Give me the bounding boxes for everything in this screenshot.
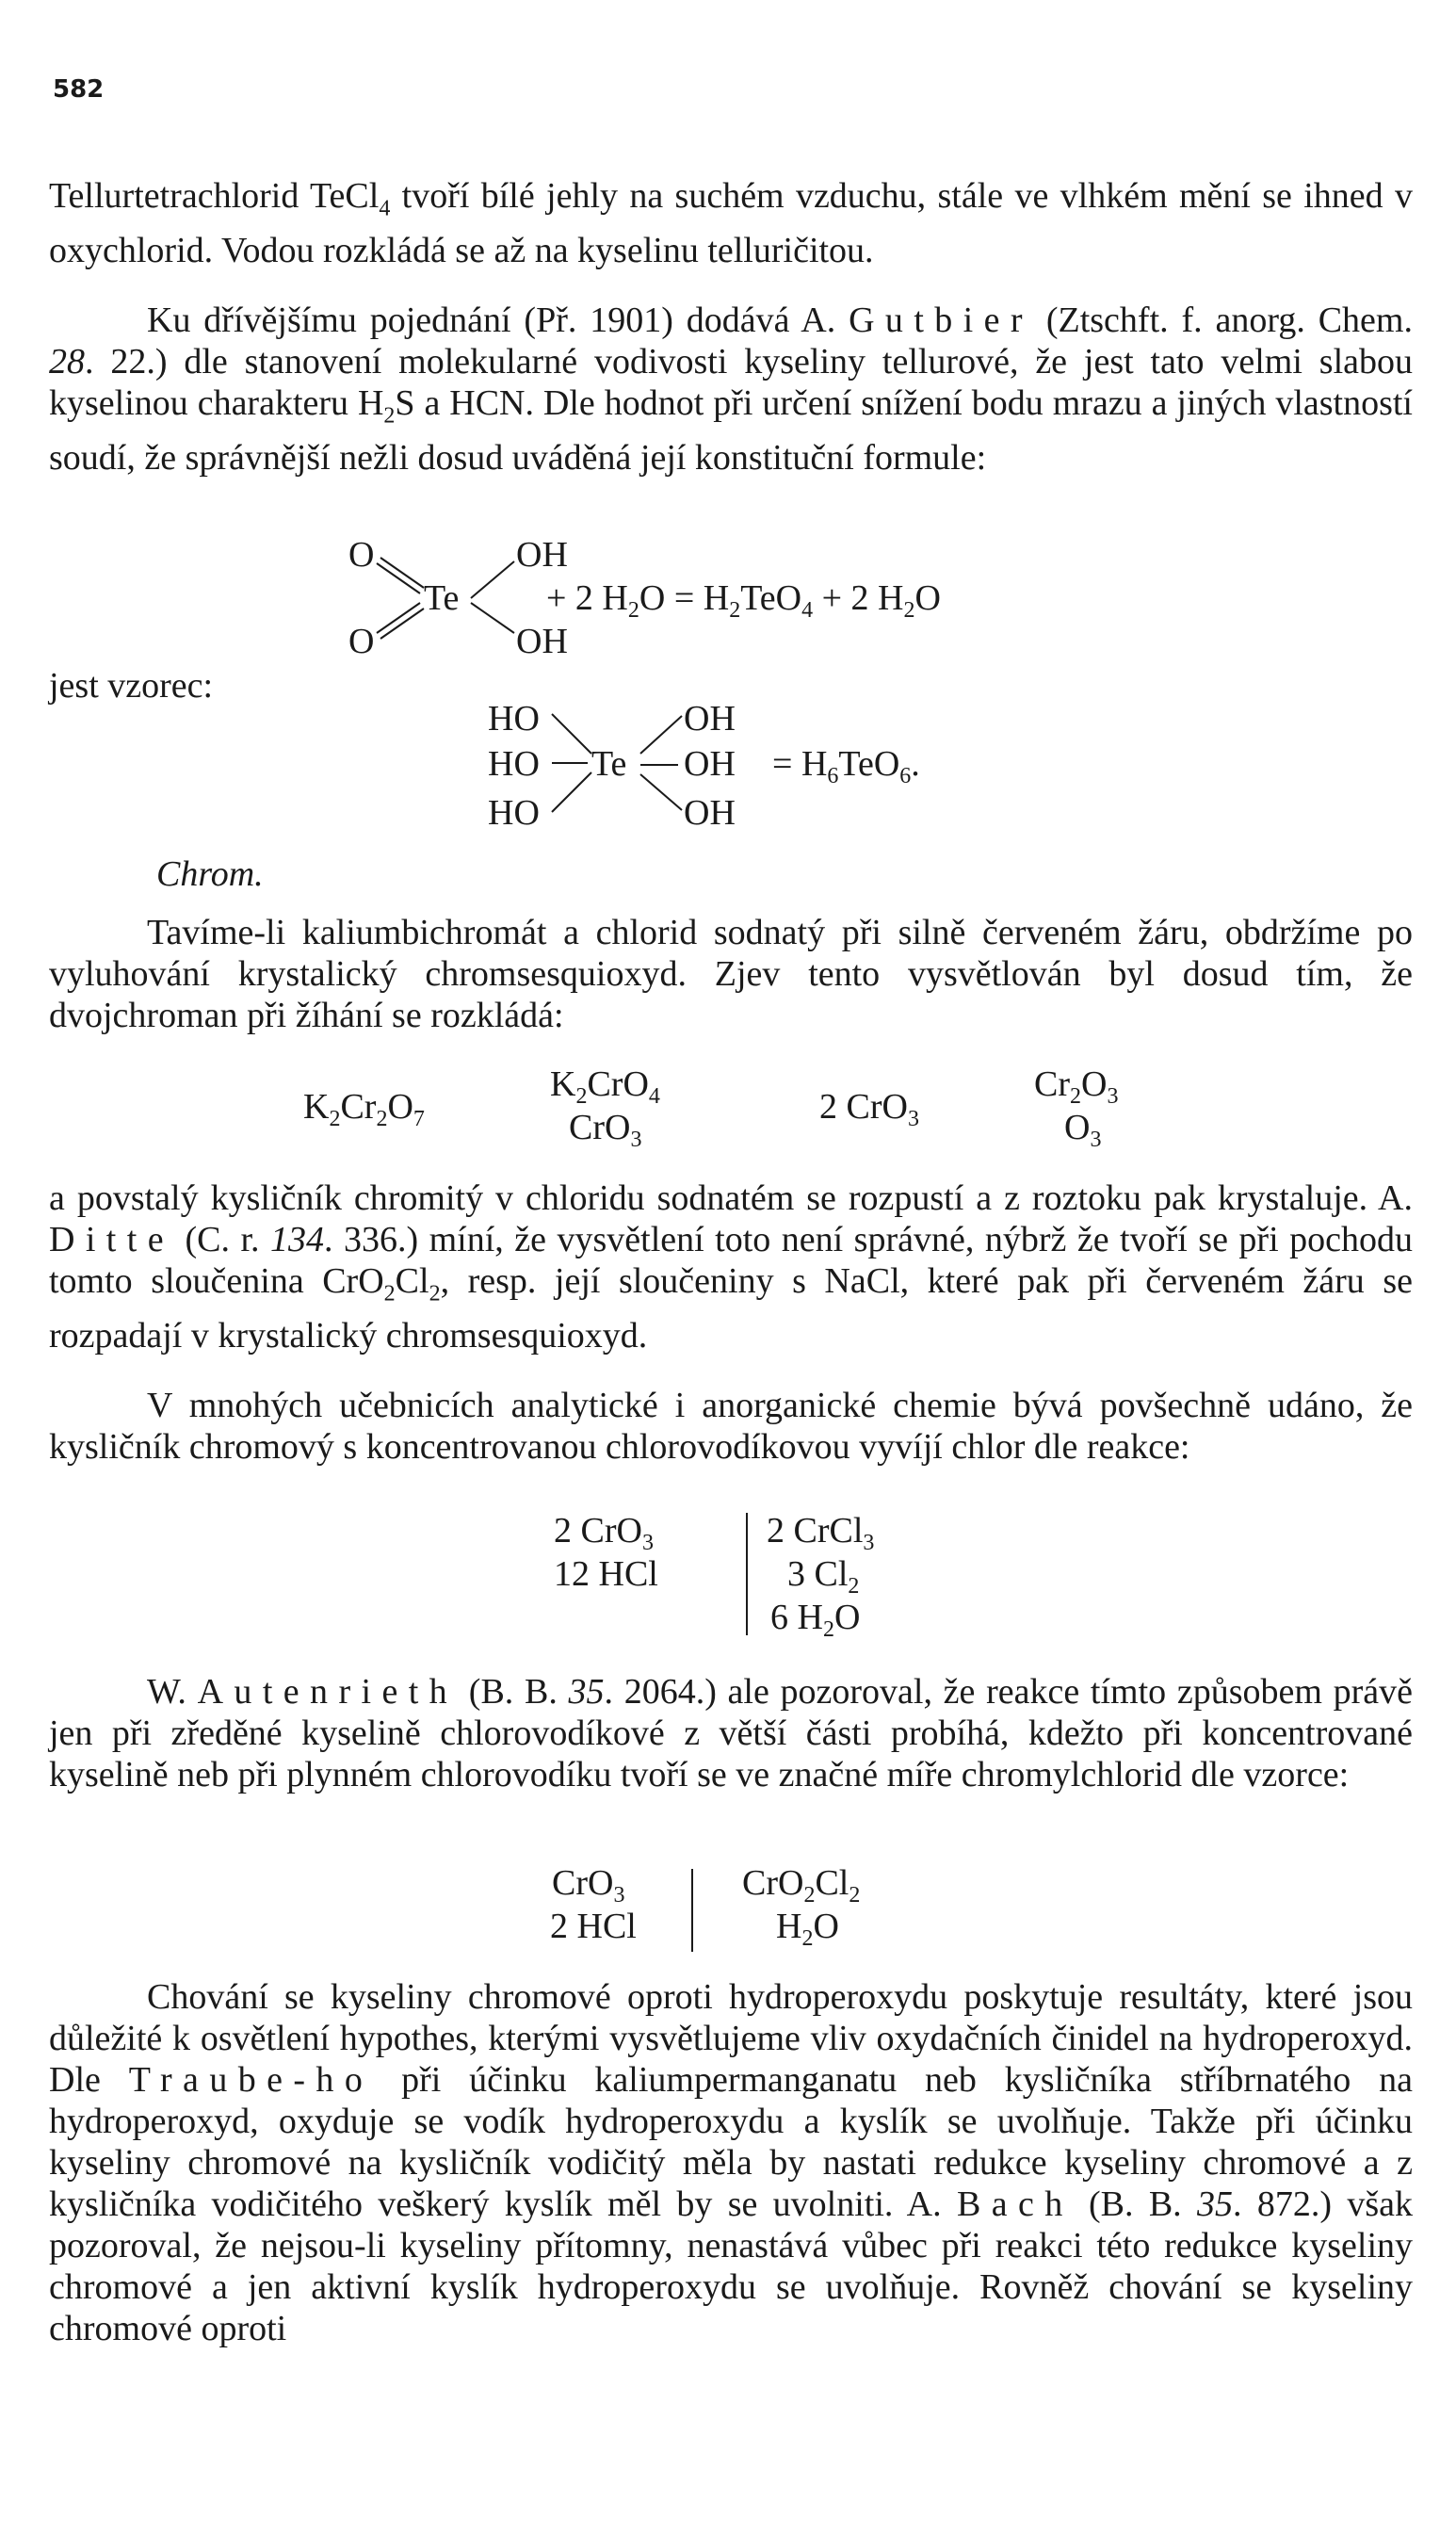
formula3-cr2o3: $Cr_2O_3$	[1034, 1064, 1119, 1109]
page-number: 582	[53, 75, 105, 104]
formula4-right-2: 3 $Cl_2$	[787, 1554, 860, 1599]
paragraph-hydroperoxyd: Chování se kyseliny chromové oproti hydroperoxydu poskytuje resultáty, které jsou důležité k osvětlení hypothes, kterými vysvětlujeme vliv oxydačních činidel na hydroperoxyd. Dle Traube-ho při účinku kaliumpermanganatu neb kysličníka stříbrnatého na hydroperoxyd, oxyduje se vodík hydroperoxydu a kyslík se uvolňuje. Takže při účinku kyseliny chromové na kysličník vodičitý měla by nastati redukce kyseliny chromové a z kysličníka vodičitého veškerý kyslík měl by se uvolniti. A. Bach (B. B. 35. 872.) však pozoroval, že nejsou-li kyseliny přítomny, nenastává vůbec při reakci této redukce kyseliny chromové a jen aktivní kyslík hydroperoxydu se uvolňuje. Rovněž chování se kyseliny chromové oproti	[49, 1977, 1414, 2348]
paragraph-gutbier: Ku dřívějšímu pojednání (Př. 1901) dodává A. Gutbier (Ztschft. f. anorg. Chem. 28. 22.) dle stanovení molekularné vodivosti kyseliny tellurové, že jest tato velmi slabou kyselinou charakteru $H_2S$ a HCN. Dle hodnot při určení snížení bodu mrazu a jiných vlastností soudí, že správnější nežli dosud uváděná její konstituční formule:	[49, 300, 1413, 478]
paragraph-kaliumbichromat: Tavíme-li kaliumbichromát a chlorid sodnatý při silně červeném žáru, obdržíme po vyluhování krystalický chromsesquioxyd. Zjev tento vysvětlován byl dosud tím, že dvojchroman při žíhání se rozkládá:	[49, 913, 1413, 1035]
formula3-2cro3: 2 CrO$_3$	[819, 1087, 919, 1131]
formula5-left-2: 2 HCl	[550, 1907, 637, 1946]
formula4-left-2: 12 HCl	[554, 1554, 658, 1594]
formula3-cro3: CrO$_3$	[569, 1108, 642, 1152]
formula2-te: Te	[591, 744, 627, 784]
reaction-separator	[691, 1869, 693, 1952]
formula5-right-2: $H_2O$	[776, 1907, 839, 1951]
formula3-k2cr2o7: $K_2Cr_2O_7$	[303, 1087, 425, 1131]
jest-vzorec-label: jest vzorec:	[49, 666, 214, 706]
author-name: Ditte	[49, 1220, 174, 1259]
formula1-o-top: O	[348, 535, 375, 575]
paragraph-tellurtetrachlorid: Tellurtetrachlorid TeCl$_4$ tvoří bílé jehly na suchém vzduchu, stále ve vlhkém mění se ihned v oxychlorid. Vodou rozkládá se až na kyselinu telluričitou.	[49, 176, 1414, 270]
author-name: Gutbier	[849, 300, 1033, 340]
section-heading-chrom: Chrom.	[156, 854, 264, 894]
formula1-te: Te	[424, 578, 460, 618]
formula5-left-1: CrO$_3$	[552, 1863, 625, 1908]
formula2-oh-1: OH	[684, 699, 736, 739]
formula2-ho-2: HO	[488, 744, 540, 784]
author-name: Traube-ho	[128, 2060, 374, 2100]
formula2-ho-3: HO	[488, 793, 540, 833]
formula1-oh-top: OH	[516, 535, 568, 575]
formula2-oh-3: OH	[684, 793, 736, 833]
formula3-k2cro4: $K_2CrO_4$	[550, 1064, 660, 1109]
formula2-ho-1: HO	[488, 699, 540, 739]
formula4-right-3: 6 $H_2O$	[770, 1598, 861, 1642]
formula3-o3: $O_3$	[1064, 1108, 1102, 1152]
formula1-o-bottom: O	[348, 622, 375, 661]
paragraph-ucebnice: V mnohých učebnicích analytické i anorganické chemie bývá povšechně udáno, že kysličník chromový s koncentrovanou chlorovodíkovou vyvíjí chlor dle reakce:	[49, 1386, 1413, 1467]
paragraph-ditte: a povstalý kysličník chromitý v chloridu sodnatém se rozpustí a z roztoku pak krystaluje. A. Ditte (C. r. 134. 336.) míní, že vysvětlení toto není správné, nýbrž že tvoří se při pochodu tomto sloučenina $CrO_2Cl_2$, resp. její sloučeniny s NaCl, které pak při červeném žáru se rozpadají v krystalický chromsesquioxyd.	[49, 1178, 1413, 1356]
formula5-right-1: $CrO_2Cl_2$	[742, 1863, 861, 1908]
formula2-oh-2: OH	[684, 744, 736, 784]
formula4-right-1: 2 CrCl$_3$	[767, 1511, 875, 1555]
formula4-left-1: 2 CrO$_3$	[554, 1511, 654, 1555]
formula1-oh-bottom: OH	[516, 622, 568, 661]
author-name: Autenrieth	[197, 1672, 459, 1712]
paragraph-autenrieth: W. Autenrieth (B. B. 35. 2064.) ale pozoroval, že reakce tímto způsobem právě jen při zředěné kyselině chlorovodíkové z větší části probíhá, kdežto při koncentrované kyselině neb při plynném chlorovodíku tvoří se ve značné míře chromylchlorid dle vzorce:	[49, 1672, 1413, 1794]
author-name: Bach	[956, 2184, 1074, 2224]
formula1-equation: + 2 $H_2O = H_2TeO_4 + 2$ $H_2O$	[546, 578, 941, 623]
reaction-separator	[746, 1513, 748, 1635]
formula2-result: = $H_6TeO_6$.	[772, 744, 920, 788]
